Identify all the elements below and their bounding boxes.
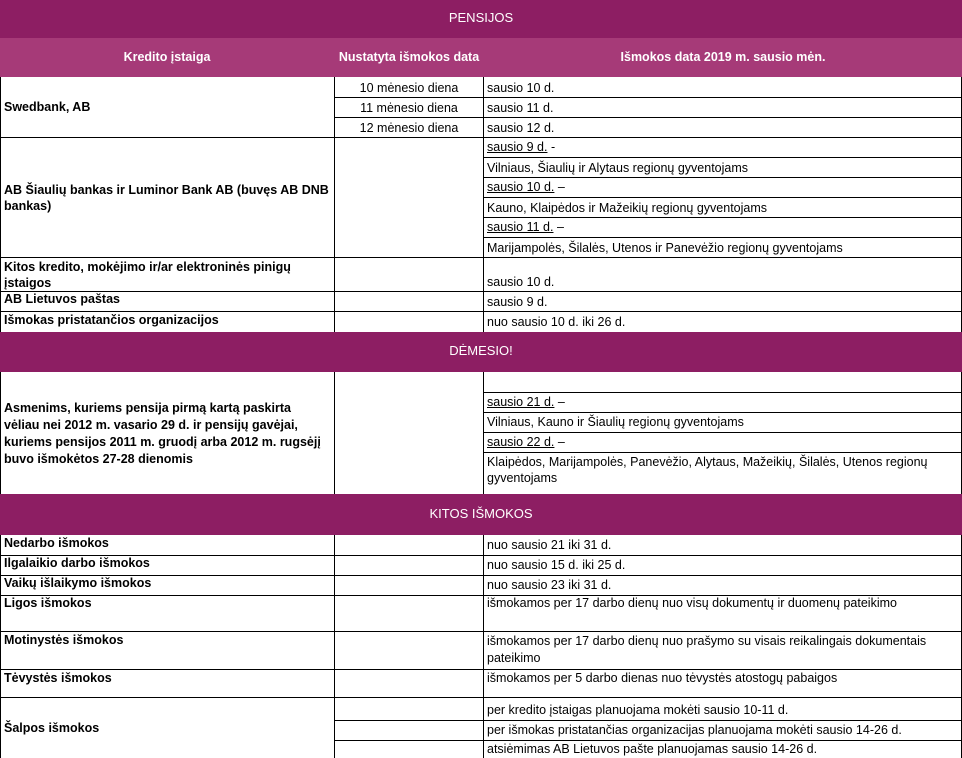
grid-line [0, 697, 962, 698]
benefit-name: Vaikų išlaikymo išmokos [4, 576, 152, 590]
column-header-institution: Kredito įstaiga [123, 50, 211, 64]
pay-date [487, 140, 555, 155]
grid-line [334, 97, 962, 98]
benefit-name: Ligos išmokos [4, 596, 92, 610]
grid-line [0, 137, 962, 138]
grid-line [0, 372, 1, 494]
pay-date: sausio 11 d. [487, 101, 554, 115]
pay-date: per išmokas pristatančias organizacijas planuojama mokėti sausio 14-26 d. [487, 723, 902, 737]
set-date: 10 mėnesio diena [359, 81, 459, 95]
pay-date [487, 180, 565, 195]
region-text: Marijampolės, Šilalės, Utenos ir Panevėžio regionų gyventojams [487, 241, 843, 255]
pay-date [487, 220, 564, 235]
pay-date: per kredito įstaigas planuojama mokėti sausio 10-11 d. [487, 703, 789, 717]
set-date: 11 mėnesio diena [360, 101, 458, 115]
grid-line [0, 535, 1, 758]
column-header-pay-date: Išmokos data 2019 m. sausio mėn. [620, 50, 826, 64]
institution-siauliu-luminor: AB Šiaulių bankas ir Luminor Bank AB (buvęs AB DNB bankas) [4, 183, 329, 213]
section-other-title: KITOS IŠMOKOS [429, 506, 533, 521]
grid-line [483, 535, 484, 758]
benefit-name: Tėvystės išmokos [4, 671, 112, 685]
grid-line [334, 720, 962, 721]
benefit-name: Ilgalaikio darbo išmokos [4, 556, 150, 570]
pay-date [487, 395, 565, 410]
dash: – [553, 220, 564, 234]
grid-line [483, 392, 962, 393]
pay-date: sausio 10 d. [487, 81, 555, 95]
grid-line [334, 117, 962, 118]
institution-other-credit: Kitos kredito, mokėjimo ir/ar elektroninės pinigų įstaigos [4, 260, 291, 290]
dash: - [547, 140, 556, 154]
section-pensions-title: PENSIJOS [448, 10, 514, 25]
grid-line [0, 77, 1, 332]
benefit-name: Motinystės išmokos [4, 633, 124, 647]
grid-line [0, 669, 962, 670]
region-text: Vilniaus, Šiaulių ir Alytaus regionų gyventojams [487, 161, 749, 175]
institution-delivery-orgs: Išmokas pristatančios organizacijos [4, 313, 219, 327]
grid-line [0, 257, 962, 258]
pay-date: išmokamos per 17 darbo dienų nuo visų dokumentų ir duomenų pateikimo [487, 596, 897, 610]
grid-line [483, 197, 962, 198]
pay-date-value: sausio 11 d. [487, 220, 554, 234]
grid-line [0, 631, 962, 632]
institution-post: AB Lietuvos paštas [4, 292, 121, 306]
grid-line [483, 157, 962, 158]
pay-date: sausio 9 d. [487, 295, 548, 309]
pay-date: nuo sausio 21 iki 31 d. [487, 538, 612, 552]
pay-date: nuo sausio 23 iki 31 d. [487, 578, 612, 592]
grid-line [334, 740, 962, 741]
section-attention [0, 332, 962, 372]
pay-date-value: sausio 21 d. [487, 395, 555, 409]
benefit-name: Šalpos išmokos [4, 721, 100, 735]
grid-line [483, 217, 962, 218]
section-attention-title: DĖMESIO! [449, 343, 513, 358]
grid-line [483, 432, 962, 433]
attention-description: Asmenims, kuriems pensija pirmą kartą paskirta vėliau nei 2012 m. vasario 29 d. ir pensijų gavėjai, kuriems pensijos 2011 m. gruodį arba 2012 m. rugsėjį buvo išmokėtos 27-28 dienomis [4, 401, 321, 466]
benefit-name: Nedarbo išmokos [4, 536, 109, 550]
grid-line [0, 291, 962, 292]
pay-date: išmokamos per 17 darbo dienų nuo prašymo su visais reikalingais dokumentais pateikimo [487, 634, 927, 665]
region-text: Klaipėdos, Marijampolės, Panevėžio, Alytaus, Mažeikių, Šilalės, Utenos regionų gyventojams [487, 455, 928, 485]
pay-date [487, 435, 565, 450]
pay-date-value: sausio 22 d. [487, 435, 555, 449]
grid-line [334, 535, 335, 758]
institution-swedbank: Swedbank, AB [4, 100, 91, 114]
grid-line [483, 177, 962, 178]
pay-date: išmokamos per 5 darbo dienas nuo tėvystės atostogų pabaigos [487, 671, 838, 685]
pay-date: nuo sausio 10 d. iki 26 d. [487, 315, 626, 329]
pay-date: sausio 10 d. [487, 275, 555, 289]
column-header-set-date: Nustatyta išmokos data [338, 50, 480, 64]
pay-date-value: sausio 9 d. [487, 140, 548, 154]
grid-line [334, 372, 335, 494]
dash: – [554, 435, 565, 449]
section-other [0, 494, 962, 535]
grid-line [483, 237, 962, 238]
pay-date: sausio 12 d. [487, 121, 555, 135]
section-pensions [0, 0, 962, 38]
grid-line [483, 412, 962, 413]
pay-date: nuo sausio 15 d. iki 25 d. [487, 558, 626, 572]
grid-line [483, 77, 484, 332]
grid-line [483, 452, 962, 453]
grid-line [0, 311, 962, 312]
region-text: Vilniaus, Kauno ir Šiaulių regionų gyventojams [487, 415, 744, 429]
pay-date-value: sausio 10 d. [487, 180, 555, 194]
pay-date: atsiėmimas AB Lietuvos pašte planuojamas sausio 14-26 d. [487, 742, 818, 756]
grid-line [483, 372, 484, 494]
dash: – [554, 180, 565, 194]
dash: – [554, 395, 565, 409]
region-text: Kauno, Klaipėdos ir Mažeikių regionų gyventojams [487, 201, 768, 215]
set-date: 12 mėnesio diena [359, 121, 459, 135]
